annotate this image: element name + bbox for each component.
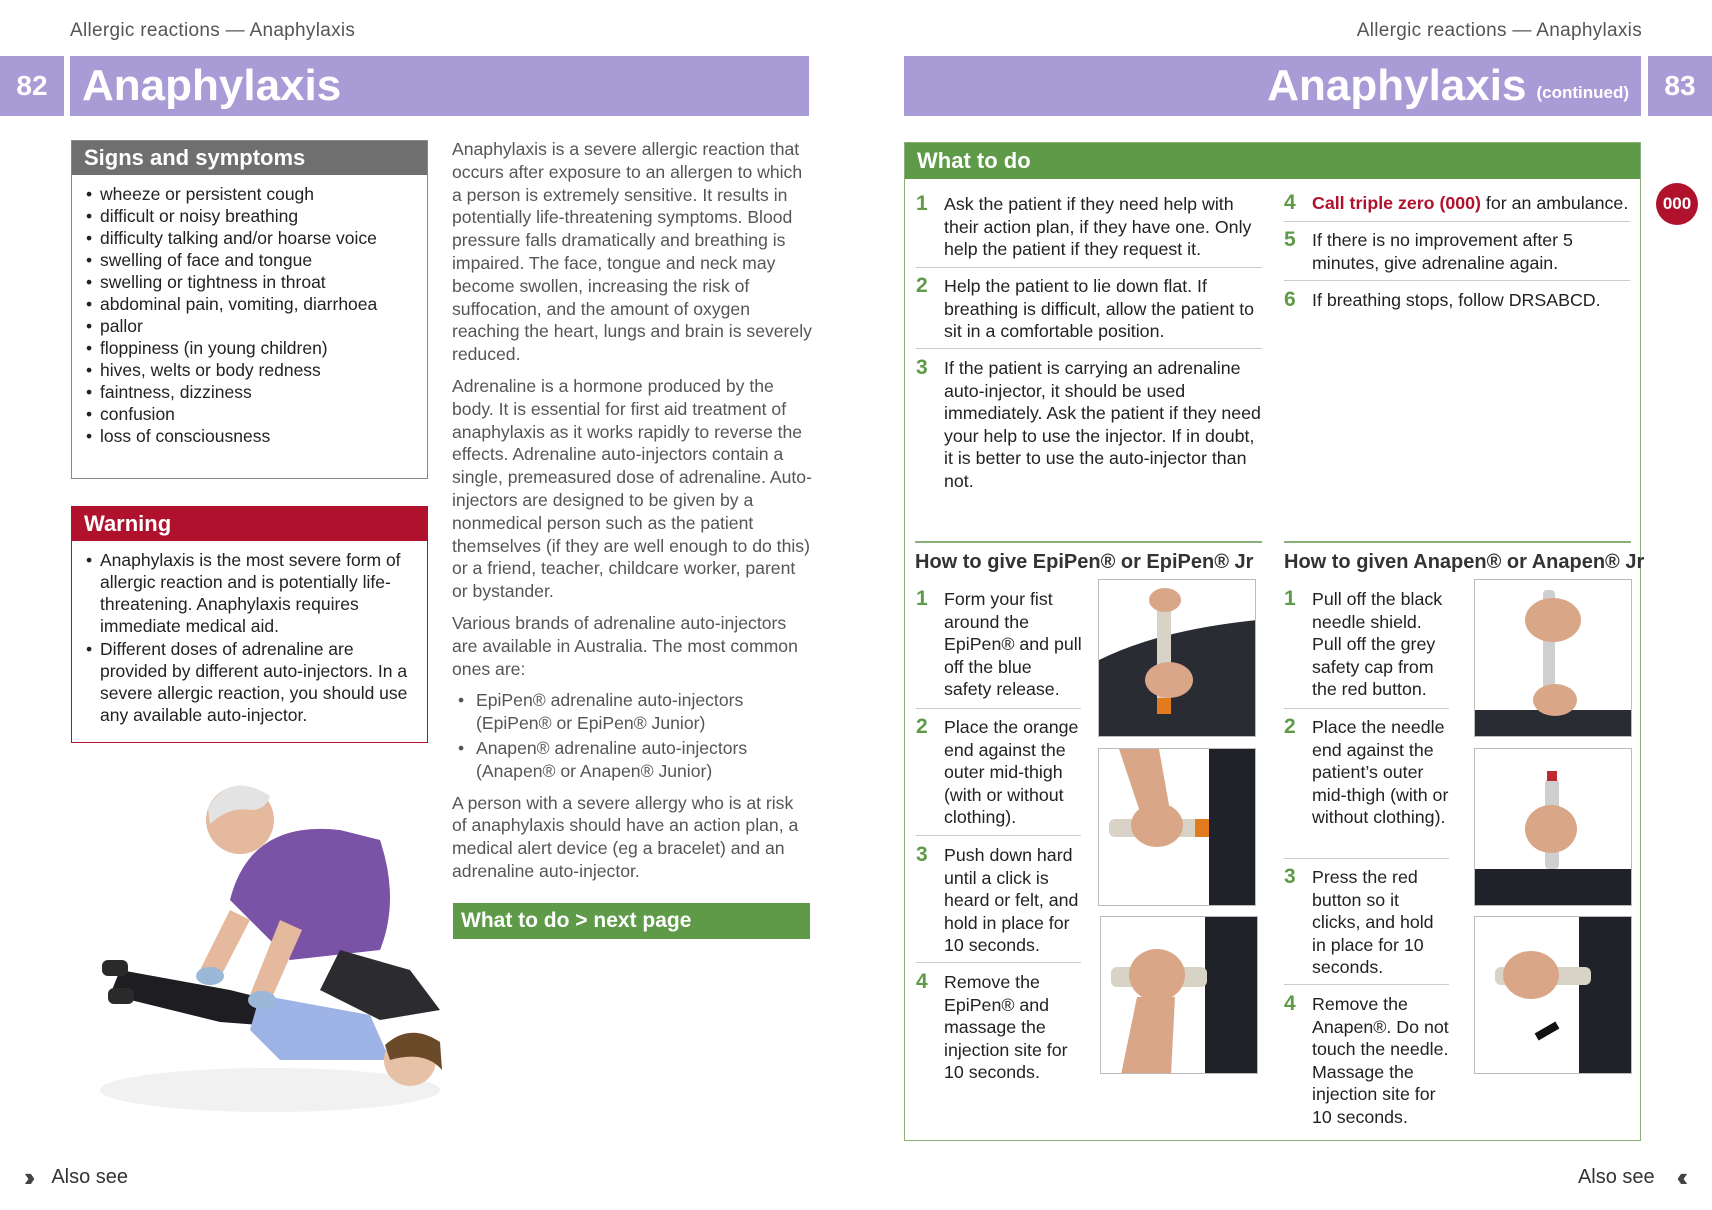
step-text — [1312, 192, 1632, 215]
epipen-step-3-photo — [1100, 916, 1258, 1074]
step-number: 3 — [916, 356, 928, 379]
body-paragraph-3: Various brands of adrenaline auto-injectors are available in Australia. The most common ones are: — [452, 612, 798, 679]
anapen-photo-graphic — [1475, 580, 1632, 737]
step-text: Help the patient to lie down flat. If breathing is difficult, allow the patient to sit in a comfortable position. — [944, 276, 1255, 342]
step-number: 5 — [1284, 228, 1296, 251]
divider — [916, 348, 1262, 349]
signs-symptoms-box — [71, 140, 428, 479]
what-to-do-step — [1284, 289, 1634, 312]
anapen-step — [1284, 588, 1454, 701]
epipen-step — [916, 971, 1086, 1084]
body-paragraph-4: A person with a severe allergy who is at risk of anaphylaxis should have an action plan, a medical alert device (eg a bracelet) and an adrenaline auto-injector. — [452, 792, 799, 881]
first-aid-illustration — [80, 760, 450, 1140]
brand-list — [452, 689, 812, 782]
divider — [916, 708, 1081, 709]
step-text: Push down hard until a click is heard or felt, and hold in place for 10 seconds. — [944, 845, 1079, 956]
list-item: • faintness, dizziness — [86, 381, 419, 403]
list-item: • Different doses of adrenaline are provided by different auto-injectors. In a severe allergic reaction, you should use any available auto-injector. — [86, 638, 419, 726]
anapen-step-3-photo — [1474, 916, 1632, 1074]
anapen-heading: How to given Anapen® or Anapen® Jr — [1284, 551, 1645, 573]
list-item: • Anapen® adrenaline auto-injectors (Anapen® or Anapen® Junior) — [452, 737, 812, 783]
step-text: If there is no improvement after 5 minutes, give adrenaline again. — [1312, 230, 1573, 273]
list-item: • pallor — [86, 315, 419, 337]
epipen-step-1-photo — [1098, 579, 1256, 737]
list-item: • wheeze or persistent cough — [86, 183, 419, 205]
step-text: Remove the EpiPen® and massage the injection site for 10 seconds. — [944, 972, 1068, 1083]
what-to-do-step — [916, 357, 1266, 493]
double-chevron-right-icon: ›› — [24, 1162, 30, 1192]
list-item: • swelling or tightness in throat — [86, 271, 419, 293]
warning-heading: Warning — [72, 507, 427, 541]
list-item: • loss of consciousness — [86, 425, 419, 447]
what-to-do-step — [1284, 192, 1634, 215]
list-item: • hives, welts or body redness — [86, 359, 419, 381]
list-item: • swelling of face and tongue — [86, 249, 419, 271]
list-item: • abdominal pain, vomiting, diarrhoea — [86, 293, 419, 315]
list-item: • difficulty talking and/or hoarse voice — [86, 227, 419, 249]
list-item: • Anaphylaxis is the most severe form of allergic reaction and is potentially life-threatening. Anaphylaxis requires immediate medical aid. — [86, 549, 419, 637]
signs-list — [72, 175, 427, 447]
step-number: 1 — [1284, 587, 1296, 610]
epipen-photo-graphic — [1101, 917, 1258, 1074]
divider — [916, 267, 1262, 268]
step-number: 4 — [1284, 191, 1296, 214]
step-text-rest: for an ambulance. — [1480, 193, 1629, 213]
divider — [1284, 858, 1449, 859]
anapen-step — [1284, 993, 1454, 1129]
also-see-label: Also see — [51, 1166, 129, 1188]
step-number: 2 — [916, 274, 928, 297]
step-number: 6 — [1284, 288, 1296, 311]
what-to-do-step — [916, 193, 1266, 261]
step-number: 1 — [916, 587, 928, 610]
running-head-right: Allergic reactions — Anaphylaxis — [1356, 20, 1642, 41]
body-paragraph-1: Anaphylaxis is a severe allergic reaction that occurs after exposure to an allergen to which a person is extremely sensitive. It results in potentially life-threatening symptoms. Blood pressure falls dramatically and breathing is impaired. The face, tongue and neck may become swollen, increasing the risk of suffocation, and the amount of oxygen reaching the heart, lungs and brain is severely reduced. — [452, 139, 812, 365]
step-text: Place the orange end against the outer mid-thigh (with or without clothing). — [944, 717, 1079, 828]
epipen-heading: How to give EpiPen® or EpiPen® Jr — [915, 551, 1254, 573]
step-number: 2 — [1284, 715, 1296, 738]
epipen-step — [916, 716, 1086, 829]
anapen-step — [1284, 716, 1454, 829]
epipen-step — [916, 844, 1086, 957]
epipen-photo-graphic — [1099, 580, 1256, 737]
warning-box — [71, 506, 428, 743]
list-item: • EpiPen® adrenaline auto-injectors (EpiPen® or EpiPen® Junior) — [452, 689, 812, 735]
anapen-step-2-photo — [1474, 748, 1632, 906]
step-number: 3 — [916, 843, 928, 866]
anapen-photo-graphic — [1475, 749, 1632, 906]
step-text: Remove the Anapen®. Do not touch the needle. Massage the injection site for 10 seconds. — [1312, 994, 1449, 1127]
anapen-photo-graphic — [1475, 917, 1632, 1074]
page-number-left: 82 — [0, 56, 64, 116]
step-number: 4 — [1284, 992, 1296, 1015]
what-to-do-step — [1284, 229, 1634, 274]
warning-list — [72, 541, 427, 726]
epipen-photo-graphic — [1099, 749, 1256, 906]
divider — [1284, 280, 1630, 281]
section-rule — [915, 541, 1262, 543]
also-see-right — [1578, 1162, 1688, 1193]
running-head-left: Allergic reactions — Anaphylaxis — [70, 20, 356, 41]
intro-text — [452, 138, 812, 892]
what-to-do-heading: What to do — [905, 143, 1640, 179]
step-text: Place the needle end against the patient’s outer mid-thigh (with or without clothing). — [1312, 717, 1449, 828]
step-text: Ask the patient if they need help with their action plan, if they have one. Only help the patient if they request it. — [944, 194, 1252, 260]
epipen-step — [916, 588, 1086, 701]
step-number: 3 — [1284, 865, 1296, 888]
also-see-label: Also see — [1577, 1166, 1655, 1188]
anapen-step-1-photo — [1474, 579, 1632, 737]
page-number-right: 83 — [1648, 56, 1712, 116]
step-number: 4 — [916, 970, 928, 993]
page-title-left — [70, 56, 809, 116]
page-title-right — [904, 56, 1641, 116]
page-title-text: Anaphylaxis — [82, 61, 342, 110]
divider — [916, 835, 1081, 836]
step-text: If the patient is carrying an adrenaline auto-injector, it should be used immediately. Ask the patient if they need your help to use the injector. If in doubt, it is better to use the auto-injector than not. — [944, 358, 1261, 491]
list-item: • floppiness (in young children) — [86, 337, 419, 359]
list-item: • confusion — [86, 403, 419, 425]
divider — [1284, 708, 1449, 709]
list-item: • difficult or noisy breathing — [86, 205, 419, 227]
double-chevron-left-icon: ‹‹ — [1676, 1162, 1682, 1192]
step-number: 1 — [916, 192, 928, 215]
next-page-button[interactable]: What to do > next page — [453, 903, 810, 939]
page-title-text: Anaphylaxis — [1267, 61, 1527, 110]
divider — [1284, 984, 1449, 985]
step-number: 2 — [916, 715, 928, 738]
also-see-left — [24, 1162, 128, 1193]
call-triple-zero-emphasis: Call triple zero (000) — [1312, 193, 1481, 213]
body-paragraph-2: Adrenaline is a hormone produced by the body. It is essential for first aid treatment of anaphylaxis as it works rapidly to reverse the effects. Adrenaline auto-injectors contain a single, premeasured dose of adrenaline. Auto-injectors are designed to be given by a nonmedical person such as the patient themselves (if they are well enough to do this) or a friend, teacher, childcare worker, parent or bystander. — [452, 375, 812, 602]
step-text: Pull off the black needle shield. Pull off the grey safety cap from the red button. — [1312, 589, 1443, 700]
divider — [916, 962, 1081, 963]
anapen-step — [1284, 866, 1454, 979]
epipen-step-2-photo — [1098, 748, 1256, 906]
step-text: If breathing stops, follow DRSABCD. — [1312, 290, 1601, 310]
step-text: Form your fist around the EpiPen® and pull off the blue safety release. — [944, 589, 1082, 700]
page-title-suffix: (continued) — [1536, 83, 1629, 102]
section-rule — [1284, 541, 1631, 543]
step-text: Press the red button so it clicks, and hold in place for 10 seconds. — [1312, 867, 1434, 978]
what-to-do-step — [916, 275, 1266, 343]
emergency-number-badge: 000 — [1656, 183, 1698, 225]
signs-heading: Signs and symptoms — [72, 141, 427, 175]
divider — [1284, 221, 1630, 222]
